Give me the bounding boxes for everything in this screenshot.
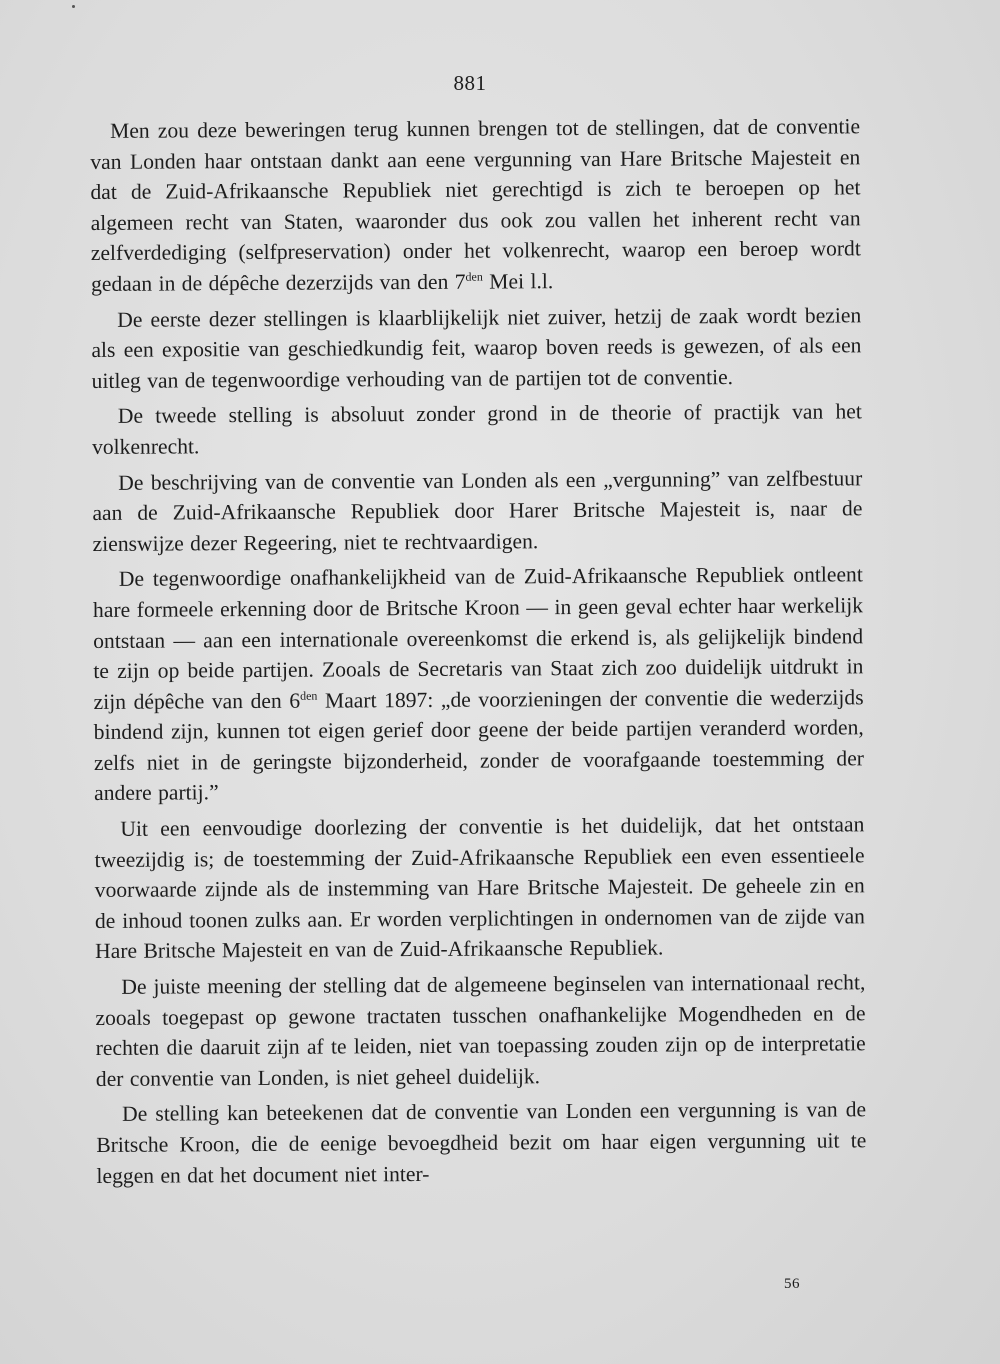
- paragraph-1: [90, 111, 861, 299]
- paragraph-3-text: De tweede stelling is absoluut zonder grond in de theorie of practijk van het volkenrecht.: [91, 399, 862, 459]
- paragraph-5-text: De tegenwoordige onafhankelijkheid van de Zuid-Afrikaansche Republiek ontleent hare formeele erkenning door de Britsche Kroon — in geen geval echter haar werkelijk ontstaan — aan een internationale overeenkomst die erkend is, als gelijkelijk bindend te zijn op beide partijen. Zooals de Secretaris van Staat zich zoo duidelijk uitdrukt in zijn dépêche van den 6: [92, 562, 864, 714]
- signature-mark: 56: [784, 1276, 800, 1292]
- body-text: [90, 111, 867, 1196]
- paragraph-3: [92, 397, 862, 463]
- paragraph-2-text: De eerste dezer stellingen is klaarblijkelijk niet zuiver, hetzij de zaak wordt bezien als een expositie van geschiedkundig feit, waarop boven reeds is gewezen, of als een uitleg van de tegenwoordige verhouding van de partijen tot de conventie.: [91, 302, 862, 393]
- paragraph-7: [95, 967, 866, 1094]
- paragraph-1-text: Men zou deze beweringen terug kunnen brengen tot de stellingen, dat de conventie van Londen haar ontstaan dankt aan eene vergunning van Hare Britsche Majesteit en dat de Zuid-Afrikaansche Republiek niet gerechtigd is zich te beroepen op het algemeen recht van Staten, waaronder dus ook zou vallen het inherent recht van zelfverdediging (selfpreservation) onder het volkenrecht, waarop een beroep wordt gedaan in de dépêche dezerzijds van den 7: [90, 114, 861, 296]
- paragraph-5: [93, 560, 864, 809]
- page-number: 881: [453, 71, 487, 95]
- speck-mark: [72, 5, 75, 8]
- paragraph-5-after: Maart 1897: „de voorzieningen der conventie die wederzijds bindend zijn, kunnen tot eigen gerief door geene der beide partijen veranderd worden, zelfs niet in de geringste bijzonderheid, zonder de voorafgaande toestemming der andere partij.”: [93, 684, 865, 806]
- paragraph-8: [96, 1095, 867, 1191]
- paragraph-2: [91, 300, 862, 396]
- paragraph-6: [94, 809, 865, 967]
- paragraph-1-superscript: den: [465, 269, 483, 284]
- paragraph-7-text: De juiste meening der stelling dat de algemeene beginselen van internationaal recht, zooals toegepast op gewone tractaten tusschen onafhankelijke Mogendheden en de rechten die daaruit zijn af te leiden, niet van toepassing zouden zijn op de interpretatie der conventie van Londen, is niet geheel duidelijk.: [95, 970, 866, 1091]
- paragraph-1-after: Mei l.l.: [482, 269, 554, 294]
- paragraph-4-text: De beschrijving van de conventie van Londen als een „vergunning” van zelfbestuur aan de Zuid-Afrikaansche Republiek door Harer Britsche Majesteit is, naar de zienswijze dezer Regeering, niet te rechtvaardigen.: [92, 465, 863, 556]
- paragraph-5-superscript: den: [300, 688, 318, 703]
- paragraph-8-text: De stelling kan beteekenen dat de conventie van Londen een vergunning is van de Britsche Kroon, die de eenige bevoegdheid bezit om haar eigen vergunning uit te leggen en dat het document niet inter-: [96, 1097, 867, 1188]
- paragraph-6-text: Uit een eenvoudige doorlezing der conventie is het duidelijk, dat het ontstaan tweezijdig is; de toestemming der Zuid-Afrikaansche Republiek een even essentieele voorwaarde zijnde als de instemming van Hare Britsche Majesteit. De geheele zin en de inhoud toonen zulks aan. Er worden verplichtingen in ondernomen van de zijde van Hare Britsche Majesteit en van de Zuid-Afrikaansche Republiek.: [94, 812, 865, 964]
- paragraph-4: [92, 463, 863, 559]
